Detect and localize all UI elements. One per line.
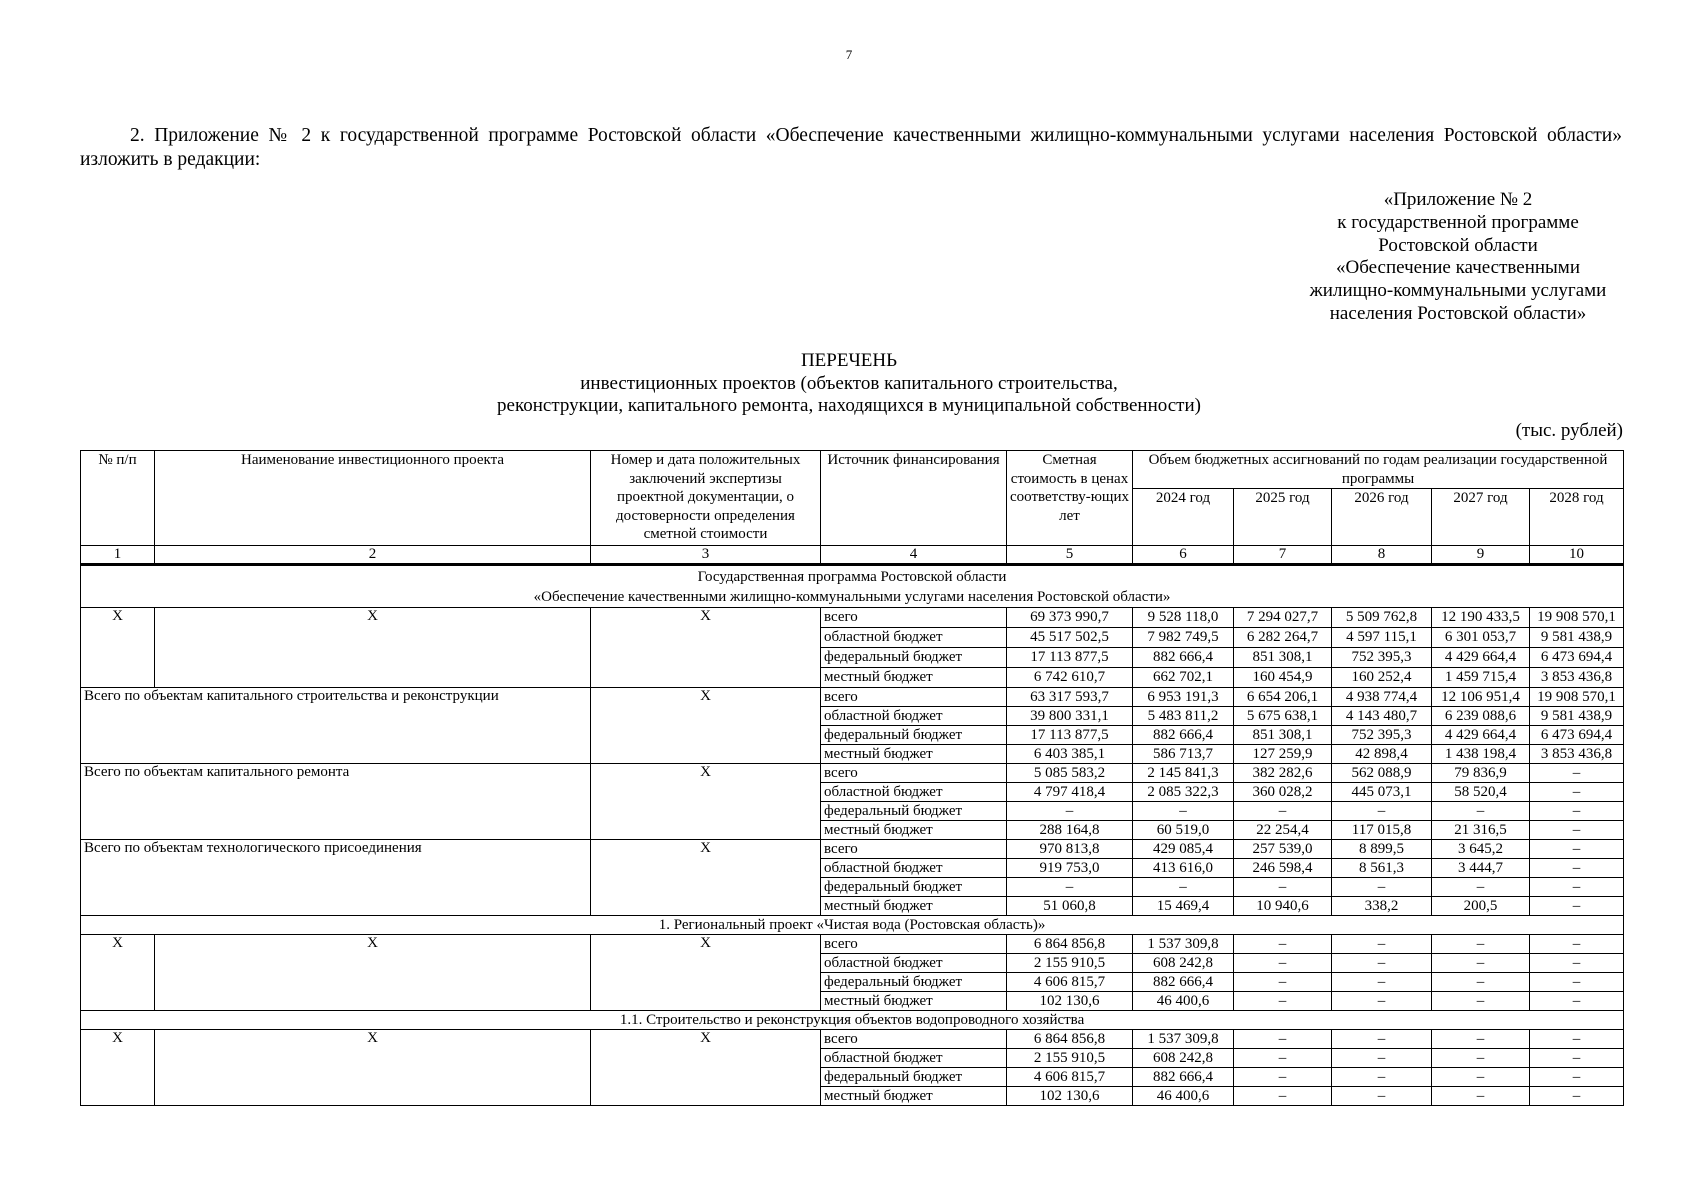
header-year-2024: 2024 год (1133, 489, 1234, 546)
section-title: 1.1. Строительство и реконструкция объектов водопроводного хозяйства (81, 1011, 1624, 1030)
cell-value: 58 520,4 (1432, 783, 1530, 802)
cell-value: – (1234, 992, 1332, 1011)
units-label: (тыс. рублей) (1515, 420, 1623, 441)
cell-value: 160 454,9 (1234, 668, 1332, 688)
cell-value: 882 666,4 (1133, 1068, 1234, 1087)
cell-value: 4 606 815,7 (1007, 1068, 1133, 1087)
cell-value: 257 539,0 (1234, 840, 1332, 859)
cell-value: – (1530, 1049, 1624, 1068)
program-title-row (81, 565, 1624, 608)
column-number: 4 (821, 546, 1007, 565)
header-year-2025: 2025 год (1234, 489, 1332, 546)
cell-value: 63 317 593,7 (1007, 688, 1133, 707)
cell-value: 429 085,4 (1133, 840, 1234, 859)
table-row (81, 1030, 1624, 1049)
cell-source: местный бюджет (821, 1087, 1007, 1106)
cell-source: всего (821, 1030, 1007, 1049)
cell-value: 3 645,2 (1432, 840, 1530, 859)
cell-value: 22 254,4 (1234, 821, 1332, 840)
cell-value: – (1432, 802, 1530, 821)
cell-value: – (1530, 954, 1624, 973)
table-row (81, 608, 1624, 628)
program-title-line: «Обеспечение качественными жилищно-коммунальными услугами населения Ростовской области» (533, 588, 1171, 605)
cell-value: 19 908 570,1 (1530, 688, 1624, 707)
cell-x: X (591, 840, 821, 916)
cell-value: 882 666,4 (1133, 973, 1234, 992)
column-number: 5 (1007, 546, 1133, 565)
projects-table (80, 450, 1624, 1106)
cell-source: федеральный бюджет (821, 878, 1007, 897)
cell-value: 851 308,1 (1234, 648, 1332, 668)
cell-value: – (1332, 1030, 1432, 1049)
header-year-2028: 2028 год (1530, 489, 1624, 546)
column-number: 10 (1530, 546, 1624, 565)
cell-value: – (1332, 992, 1432, 1011)
cell-value: – (1007, 802, 1133, 821)
cell-value: – (1234, 954, 1332, 973)
cell-value: 413 616,0 (1133, 859, 1234, 878)
cell-value: 4 143 480,7 (1332, 707, 1432, 726)
group-title: Всего по объектам капитального строительства и реконструкции (81, 688, 591, 764)
cell-value: 117 015,8 (1332, 821, 1432, 840)
cell-value: – (1530, 821, 1624, 840)
cell-value: 6 473 694,4 (1530, 726, 1624, 745)
cell-value: – (1432, 992, 1530, 1011)
cell-value: 586 713,7 (1133, 745, 1234, 764)
cell-source: областной бюджет (821, 783, 1007, 802)
cell-source: федеральный бюджет (821, 973, 1007, 992)
cell-value: – (1530, 1030, 1624, 1049)
cell-value: – (1007, 878, 1133, 897)
cell-value: – (1332, 1068, 1432, 1087)
column-number: 8 (1332, 546, 1432, 565)
cell-source: федеральный бюджет (821, 1068, 1007, 1087)
cell-value: 7 294 027,7 (1234, 608, 1332, 628)
cell-source: всего (821, 608, 1007, 628)
cell-value: – (1432, 954, 1530, 973)
cell-value: – (1234, 973, 1332, 992)
cell-value: – (1133, 802, 1234, 821)
cell-value: 9 581 438,9 (1530, 628, 1624, 648)
cell-value: 102 130,6 (1007, 992, 1133, 1011)
cell-source: федеральный бюджет (821, 648, 1007, 668)
cell-value: 246 598,4 (1234, 859, 1332, 878)
cell-value: 5 085 583,2 (1007, 764, 1133, 783)
cell-value: 6 239 088,6 (1432, 707, 1530, 726)
cell-value: – (1530, 802, 1624, 821)
cell-x: X (591, 1030, 821, 1106)
column-number: 1 (81, 546, 155, 565)
cell-source: областной бюджет (821, 707, 1007, 726)
cell-value: 6 742 610,7 (1007, 668, 1133, 688)
cell-value: 6 403 385,1 (1007, 745, 1133, 764)
cell-value: 6 473 694,4 (1530, 648, 1624, 668)
cell-value: – (1234, 935, 1332, 954)
cell-value: – (1530, 1087, 1624, 1106)
cell-value: 51 060,8 (1007, 897, 1133, 916)
intro-paragraph: 2. Приложение № 2 к государственной программе Ростовской области «Обеспечение качественными жилищно-коммунальными услугами населения Ростовской области» изложить в редакции: (80, 125, 1622, 170)
cell-value: 3 853 436,8 (1530, 745, 1624, 764)
cell-value: – (1530, 859, 1624, 878)
cell-value: – (1234, 802, 1332, 821)
cell-x: X (155, 1030, 591, 1106)
cell-source: федеральный бюджет (821, 802, 1007, 821)
header-expertise: Номер и дата положительных заключений экспертизы проектной документации, о достоверности определения сметной стоимости (591, 451, 821, 546)
cell-value: 360 028,2 (1234, 783, 1332, 802)
cell-source: всего (821, 688, 1007, 707)
cell-x: X (155, 608, 591, 688)
cell-x: X (81, 608, 155, 688)
cell-value: 970 813,8 (1007, 840, 1133, 859)
cell-value: 3 444,7 (1432, 859, 1530, 878)
cell-value: 42 898,4 (1332, 745, 1432, 764)
cell-value: 79 836,9 (1432, 764, 1530, 783)
cell-value: – (1332, 935, 1432, 954)
annex-line: к государственной программе (1337, 211, 1579, 233)
cell-value: 39 800 331,1 (1007, 707, 1133, 726)
column-number: 6 (1133, 546, 1234, 565)
header-no: № п/п (81, 451, 155, 546)
cell-value: 4 429 664,4 (1432, 726, 1530, 745)
cell-value: – (1332, 802, 1432, 821)
cell-value: 5 509 762,8 (1332, 608, 1432, 628)
cell-value: 3 853 436,8 (1530, 668, 1624, 688)
cell-value: 6 301 053,7 (1432, 628, 1530, 648)
cell-source: местный бюджет (821, 668, 1007, 688)
annex-line: «Обеспечение качественными (1335, 257, 1580, 279)
cell-value: – (1530, 992, 1624, 1011)
cell-value: – (1530, 878, 1624, 897)
cell-value: 752 395,3 (1332, 648, 1432, 668)
cell-value: – (1530, 897, 1624, 916)
cell-value: 882 666,4 (1133, 726, 1234, 745)
cell-value: 4 606 815,7 (1007, 973, 1133, 992)
cell-value: 2 155 910,5 (1007, 954, 1133, 973)
cell-value: 19 908 570,1 (1530, 608, 1624, 628)
cell-value: 882 666,4 (1133, 648, 1234, 668)
cell-value: 9 581 438,9 (1530, 707, 1624, 726)
cell-value: 46 400,6 (1133, 1087, 1234, 1106)
page-number: 7 (845, 47, 853, 62)
cell-value: 445 073,1 (1332, 783, 1432, 802)
cell-value: – (1530, 840, 1624, 859)
group-title: Всего по объектам капитального ремонта (81, 764, 591, 840)
cell-value: 6 953 191,3 (1133, 688, 1234, 707)
cell-value: – (1530, 764, 1624, 783)
header-year-2027: 2027 год (1432, 489, 1530, 546)
cell-value: 10 940,6 (1234, 897, 1332, 916)
cell-source: всего (821, 764, 1007, 783)
cell-value: 1 438 198,4 (1432, 745, 1530, 764)
cell-value: – (1234, 878, 1332, 897)
cell-x: X (591, 688, 821, 764)
annex-line: «Приложение № 2 (1383, 189, 1533, 210)
column-number: 2 (155, 546, 591, 565)
cell-value: 9 528 118,0 (1133, 608, 1234, 628)
cell-value: 6 282 264,7 (1234, 628, 1332, 648)
heading-line: инвестиционных проектов (объектов капитального строительства, (580, 372, 1118, 394)
column-numbers-row (81, 546, 1624, 565)
cell-source: областной бюджет (821, 1049, 1007, 1068)
cell-value: 288 164,8 (1007, 821, 1133, 840)
cell-value: – (1332, 1087, 1432, 1106)
cell-value: – (1234, 1049, 1332, 1068)
table-row (81, 764, 1624, 783)
annex-line: жилищно-коммунальными услугами (1309, 280, 1607, 302)
cell-value: 127 259,9 (1234, 745, 1332, 764)
cell-value: 662 702,1 (1133, 668, 1234, 688)
cell-value: – (1332, 973, 1432, 992)
section-row (81, 1011, 1624, 1030)
cell-source: областной бюджет (821, 954, 1007, 973)
annex-line: населения Ростовской области» (1329, 302, 1587, 324)
cell-value: 2 155 910,5 (1007, 1049, 1133, 1068)
cell-value: 7 982 749,5 (1133, 628, 1234, 648)
cell-value: 8 899,5 (1332, 840, 1432, 859)
cell-value: 1 537 309,8 (1133, 1030, 1234, 1049)
cell-source: областной бюджет (821, 859, 1007, 878)
cell-source: всего (821, 935, 1007, 954)
column-number: 3 (591, 546, 821, 565)
cell-value: 338,2 (1332, 897, 1432, 916)
cell-value: 15 469,4 (1133, 897, 1234, 916)
cell-source: местный бюджет (821, 745, 1007, 764)
cell-x: X (81, 935, 155, 1011)
table-row (81, 840, 1624, 859)
document-heading (0, 350, 1698, 418)
cell-value: 5 675 638,1 (1234, 707, 1332, 726)
cell-value: – (1432, 1030, 1530, 1049)
cell-value: 4 938 774,4 (1332, 688, 1432, 707)
annex-header (1278, 189, 1638, 326)
cell-value: 69 373 990,7 (1007, 608, 1133, 628)
annex-line: Ростовской области (1378, 234, 1538, 256)
cell-value: 1 537 309,8 (1133, 935, 1234, 954)
cell-x: X (155, 935, 591, 1011)
cell-value: 160 252,4 (1332, 668, 1432, 688)
header-source: Источник финансирования (821, 451, 1007, 546)
cell-x: X (591, 608, 821, 688)
cell-value: – (1234, 1087, 1332, 1106)
cell-value: – (1530, 935, 1624, 954)
header-name: Наименование инвестиционного проекта (155, 451, 591, 546)
cell-value: 1 459 715,4 (1432, 668, 1530, 688)
cell-value: – (1432, 1087, 1530, 1106)
cell-value: 2 085 322,3 (1133, 783, 1234, 802)
cell-source: федеральный бюджет (821, 726, 1007, 745)
cell-value: 17 113 877,5 (1007, 648, 1133, 668)
cell-x: X (591, 764, 821, 840)
cell-value: 46 400,6 (1133, 992, 1234, 1011)
table-row (81, 688, 1624, 707)
cell-value: 17 113 877,5 (1007, 726, 1133, 745)
cell-value: – (1432, 935, 1530, 954)
cell-value: 102 130,6 (1007, 1087, 1133, 1106)
cell-value: 12 190 433,5 (1432, 608, 1530, 628)
cell-source: местный бюджет (821, 992, 1007, 1011)
cell-value: 608 242,8 (1133, 954, 1234, 973)
cell-value: 60 519,0 (1133, 821, 1234, 840)
cell-x: X (591, 935, 821, 1011)
cell-value: 4 429 664,4 (1432, 648, 1530, 668)
header-year-2026: 2026 год (1332, 489, 1432, 546)
cell-source: областной бюджет (821, 628, 1007, 648)
cell-value: 608 242,8 (1133, 1049, 1234, 1068)
cell-value: – (1332, 878, 1432, 897)
section-title: 1. Региональный проект «Чистая вода (Ростовская область)» (81, 916, 1624, 935)
cell-value: 562 088,9 (1332, 764, 1432, 783)
cell-value: – (1332, 1049, 1432, 1068)
cell-value: – (1234, 1068, 1332, 1087)
cell-x: X (81, 1030, 155, 1106)
cell-value: 4 597 115,1 (1332, 628, 1432, 648)
cell-source: местный бюджет (821, 821, 1007, 840)
header-budget-volume: Объем бюджетных ассигнований по годам реализации государственной программы (1133, 451, 1624, 489)
cell-source: всего (821, 840, 1007, 859)
cell-value: – (1133, 878, 1234, 897)
column-number: 7 (1234, 546, 1332, 565)
cell-value: 919 753,0 (1007, 859, 1133, 878)
cell-value: – (1432, 878, 1530, 897)
cell-value: 382 282,6 (1234, 764, 1332, 783)
cell-value: – (1530, 783, 1624, 802)
heading-title: ПЕРЕЧЕНЬ (800, 350, 898, 371)
cell-source: местный бюджет (821, 897, 1007, 916)
cell-value: 45 517 502,5 (1007, 628, 1133, 648)
cell-value: 8 561,3 (1332, 859, 1432, 878)
group-title: Всего по объектам технологического присоединения (81, 840, 591, 916)
cell-value: 5 483 811,2 (1133, 707, 1234, 726)
cell-value: – (1432, 1049, 1530, 1068)
cell-value: 6 864 856,8 (1007, 935, 1133, 954)
cell-value: 200,5 (1432, 897, 1530, 916)
cell-value: 752 395,3 (1332, 726, 1432, 745)
cell-value: – (1332, 954, 1432, 973)
cell-value: – (1530, 973, 1624, 992)
program-title-line: Государственная программа Ростовской области (697, 568, 1007, 585)
cell-value: – (1530, 1068, 1624, 1087)
cell-value: 6 654 206,1 (1234, 688, 1332, 707)
cell-value: 6 864 856,8 (1007, 1030, 1133, 1049)
cell-value: 12 106 951,4 (1432, 688, 1530, 707)
heading-line: реконструкции, капитального ремонта, находящихся в муниципальной собственности) (497, 395, 1201, 416)
section-row (81, 916, 1624, 935)
cell-value: – (1432, 973, 1530, 992)
cell-value: – (1432, 1068, 1530, 1087)
cell-value: – (1234, 1030, 1332, 1049)
cell-value: 851 308,1 (1234, 726, 1332, 745)
column-number: 9 (1432, 546, 1530, 565)
cell-value: 4 797 418,4 (1007, 783, 1133, 802)
table-row (81, 935, 1624, 954)
cell-value: 21 316,5 (1432, 821, 1530, 840)
cell-value: 2 145 841,3 (1133, 764, 1234, 783)
header-estimated-cost: Сметная стоимость в ценах соответству-ющих лет (1007, 451, 1133, 546)
